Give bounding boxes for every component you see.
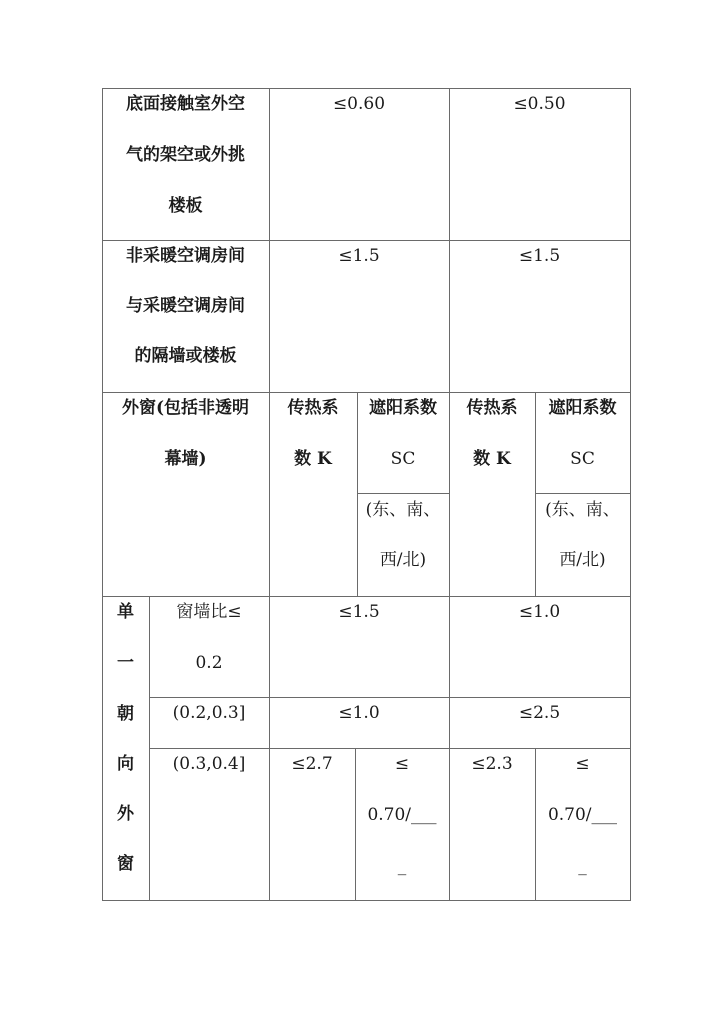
row2-value-a: ≤1.5 xyxy=(338,246,380,266)
sc-sub-a-line2: 西/北) xyxy=(379,550,427,570)
row4-ratio-line1: 窗墙比≤ xyxy=(176,602,242,622)
row3-label-line1: 外窗(包括非透明 xyxy=(121,398,250,418)
row4-value-a: ≤1.5 xyxy=(338,602,380,622)
row2-label-line1: 非采暖空调房间 xyxy=(126,246,245,266)
row2-label-line2: 与采暖空调房间 xyxy=(126,296,245,316)
sc-sub-a-line1: (东、南、 xyxy=(365,500,441,520)
sc-subheader-divider-b xyxy=(535,493,630,494)
row5-ratio: (0.2,0.3] xyxy=(172,703,246,723)
row-divider xyxy=(149,748,631,749)
group-char-4: 向 xyxy=(117,754,134,774)
row6-ratio: (0.3,0.4] xyxy=(172,754,246,774)
row-divider xyxy=(102,240,631,241)
row6-sc-a-line3: _ xyxy=(397,856,407,876)
k-header-a-line2: 数 K xyxy=(294,449,332,469)
sc-sub-b-line1: (东、南、 xyxy=(545,500,620,520)
group-char-1: 单 xyxy=(117,602,134,622)
row1-label-line3: 楼板 xyxy=(168,196,203,216)
col-divider-label xyxy=(269,88,270,901)
row2-label-line3: 的隔墙或楼板 xyxy=(134,346,237,366)
col-divider-sc-a-top xyxy=(357,392,358,596)
table-border-top xyxy=(102,88,631,89)
sc-header-a-line1: 遮阳系数 xyxy=(369,398,437,418)
row-ratio-le-0-2 xyxy=(149,596,630,697)
group-char-2: 一 xyxy=(117,653,134,673)
col-divider-sc-a-bottom xyxy=(355,748,356,901)
row6-sc-b-line1: ≤ xyxy=(575,754,590,774)
row-floor-over-outdoor xyxy=(102,88,630,240)
row1-label-line1: 底面接触室外空 xyxy=(126,94,245,114)
row5-value-b: ≤2.5 xyxy=(518,703,561,723)
sc-subheader-divider-a xyxy=(357,493,449,494)
row2-value-b: ≤1.5 xyxy=(518,246,561,266)
col-divider-group-label xyxy=(149,596,150,901)
row5-value-a: ≤1.0 xyxy=(338,703,380,723)
row-partition-wall xyxy=(102,240,630,392)
row-divider xyxy=(102,392,631,393)
row-ratio-0-2-0-3 xyxy=(149,697,630,748)
k-header-a-line1: 传热系 xyxy=(287,398,339,418)
sc-header-b-line1: 遮阳系数 xyxy=(548,398,617,418)
col-divider-sc-b-top xyxy=(535,392,536,596)
row-divider xyxy=(102,596,631,597)
row3-label-line2: 幕墙) xyxy=(164,449,207,469)
row-external-window-header xyxy=(102,392,630,596)
group-char-6: 窗 xyxy=(117,854,134,874)
row4-ratio-line2: 0.2 xyxy=(195,653,223,673)
col-divider-sc-b-bottom xyxy=(535,748,536,901)
k-header-b-line2: 数 K xyxy=(473,449,511,469)
sc-header-b-line2: SC xyxy=(570,449,595,469)
row-divider xyxy=(149,697,631,698)
row6-sc-b-line2: 0.70/___ xyxy=(547,805,618,825)
row1-value-a: ≤0.60 xyxy=(332,94,386,114)
row6-sc-a-line1: ≤ xyxy=(394,754,410,774)
row6-sc-a-line2: 0.70/___ xyxy=(367,805,437,825)
sc-sub-b-line2: 西/北) xyxy=(559,550,606,570)
table-border-bottom xyxy=(102,900,631,901)
row1-label-line2: 气的架空或外挑 xyxy=(126,145,245,165)
group-char-5: 外 xyxy=(117,804,134,824)
group-char-3: 朝 xyxy=(117,704,134,724)
table-border-right xyxy=(630,88,631,901)
row6-k-a: ≤2.7 xyxy=(291,754,333,774)
group-label-single-orientation-window xyxy=(102,596,149,900)
table-border-left xyxy=(102,88,103,901)
row-ratio-0-3-0-4 xyxy=(149,748,630,900)
row1-value-b: ≤0.50 xyxy=(513,94,566,114)
row6-k-b: ≤2.3 xyxy=(471,754,513,774)
k-header-b-line1: 传热系 xyxy=(466,398,518,418)
row6-sc-b-line3: _ xyxy=(578,856,587,876)
col-divider-middle xyxy=(449,88,450,901)
sc-header-a-line2: SC xyxy=(390,449,416,469)
row4-value-b: ≤1.0 xyxy=(518,602,561,622)
